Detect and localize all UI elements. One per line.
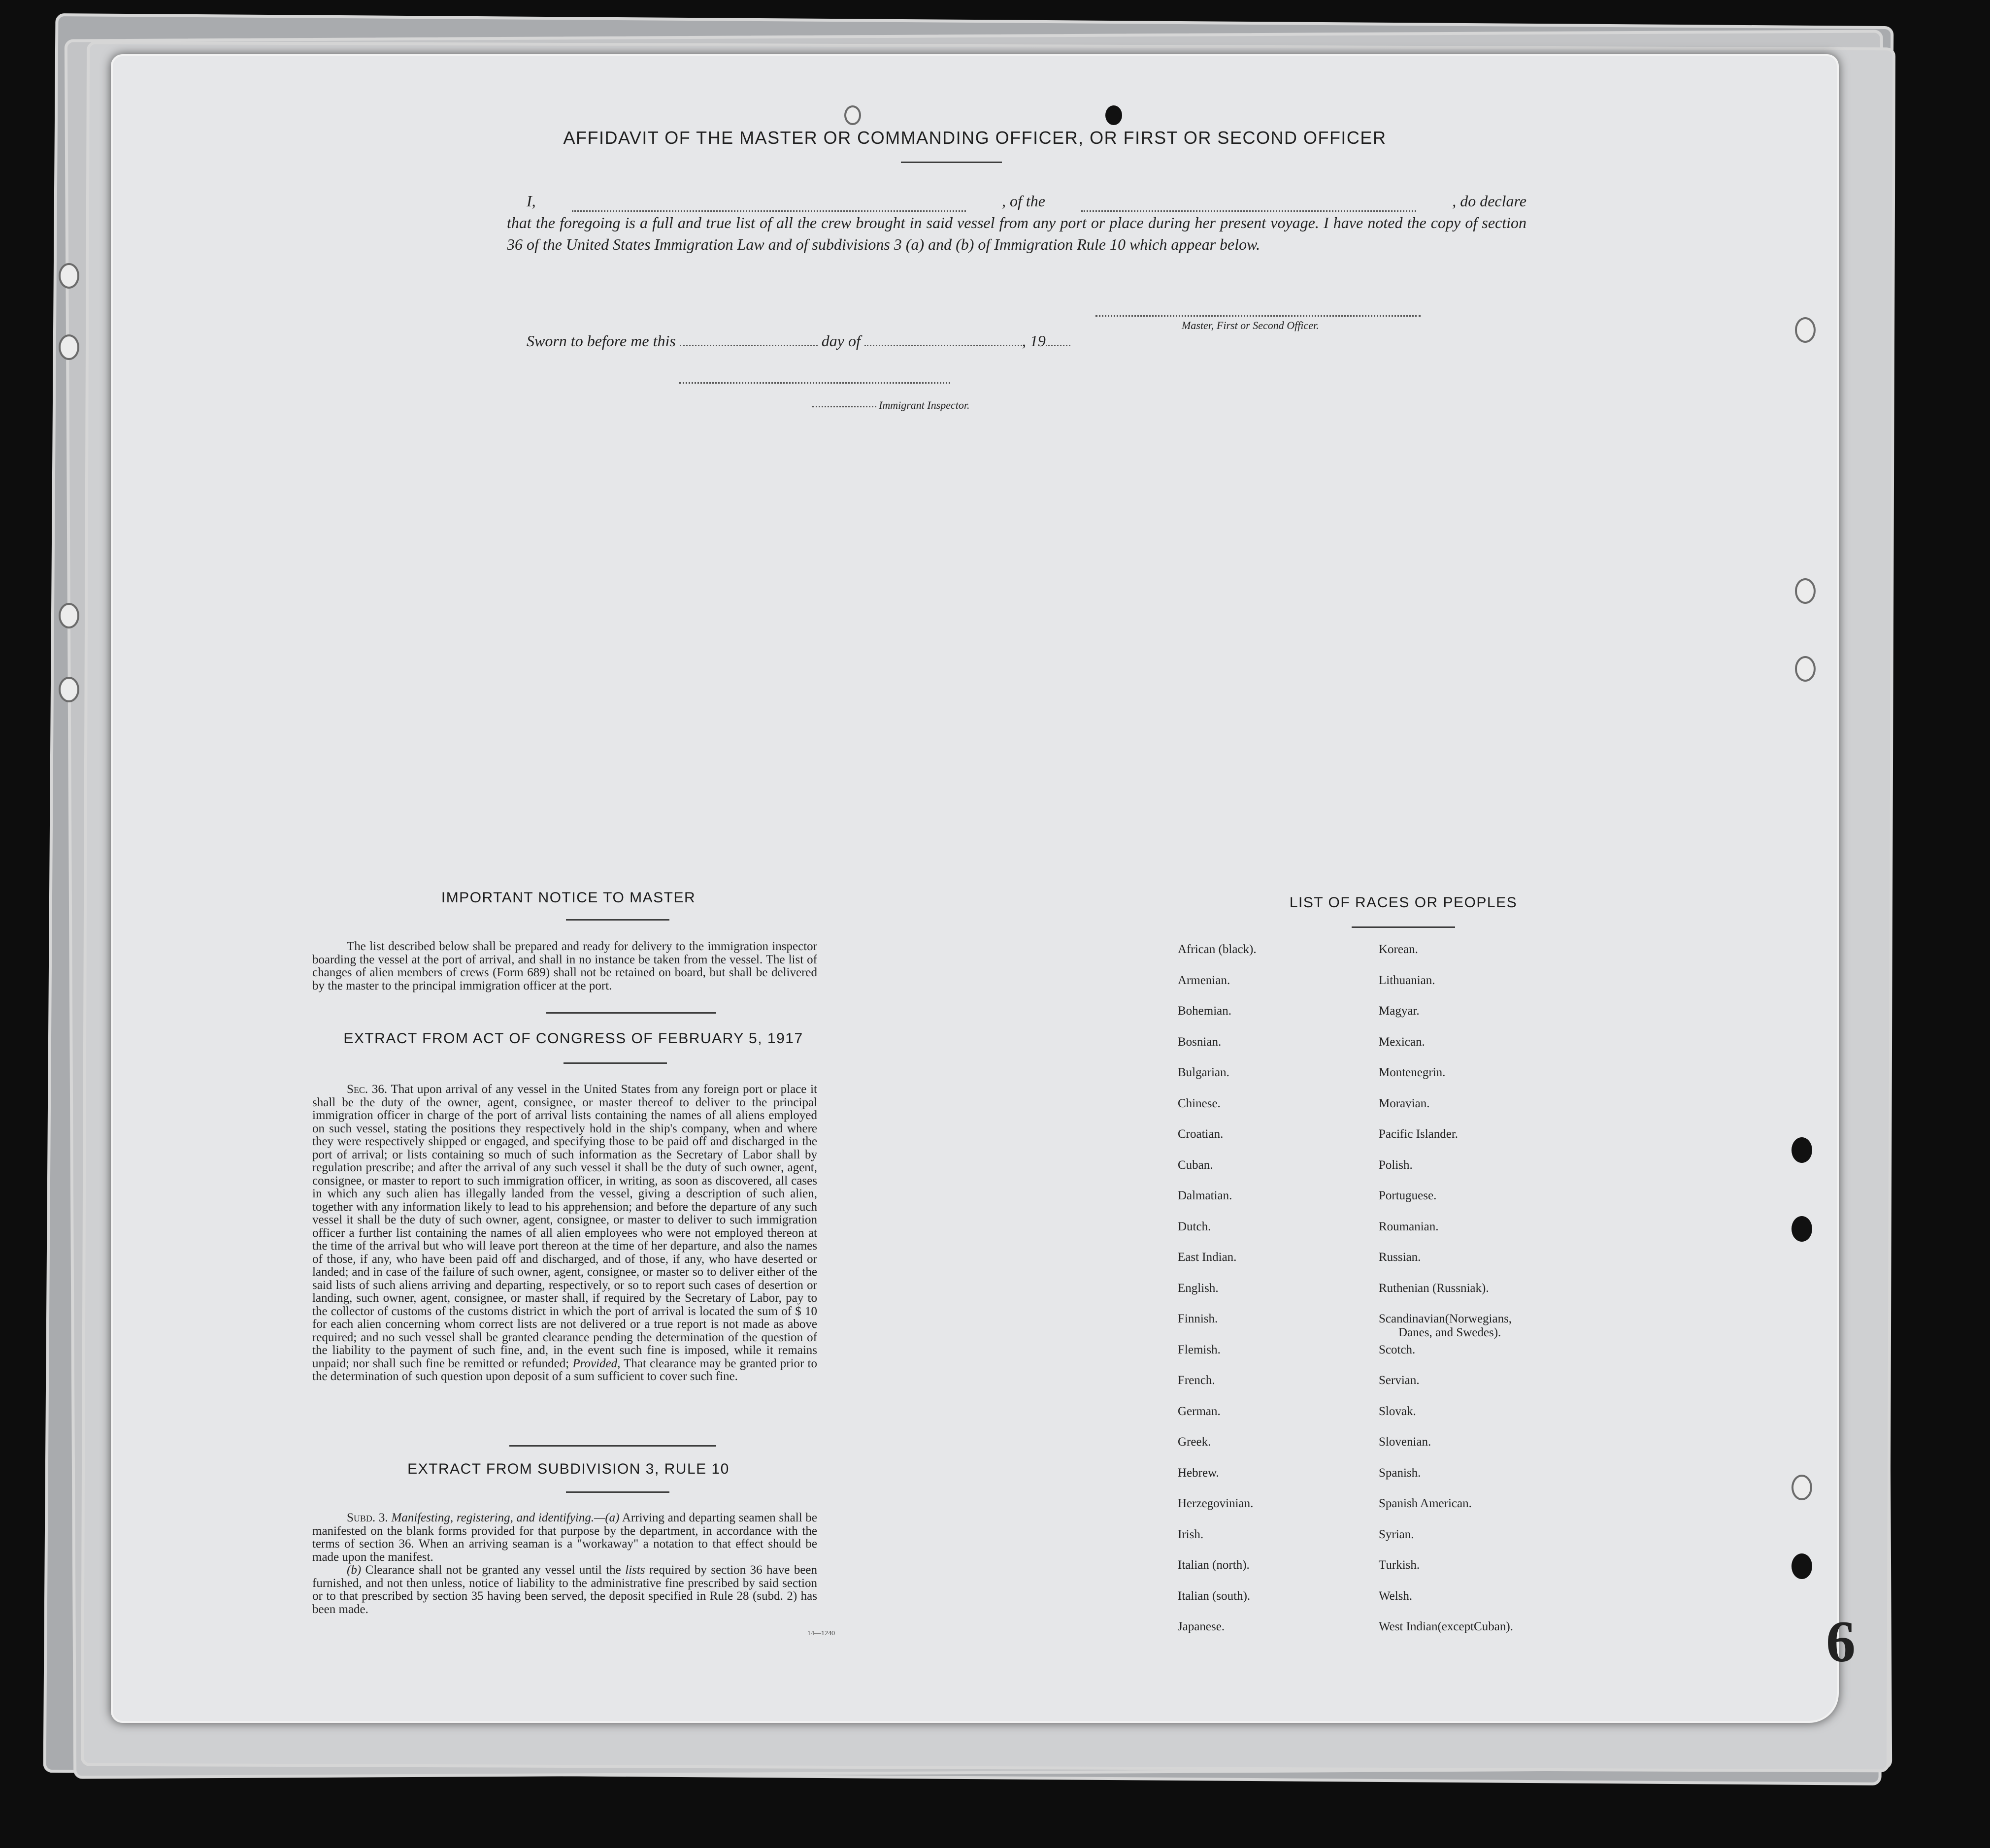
inspector-dot-leader [812,406,876,407]
race-item: Polish. [1379,1158,1413,1172]
punch-hole [59,677,79,702]
race-item: English. [1178,1281,1219,1295]
vessel-field[interactable] [1081,197,1416,212]
rule-underline [566,1491,669,1493]
race-item: German. [1178,1404,1221,1418]
race-item: Armenian. [1178,973,1230,987]
race-item: Slovak. [1379,1404,1416,1418]
subd-para-a: Arriving and departing seamen shall be manifested on the blank forms provided for that purpose by the department, in accordance with the terms of section 36. When an arriving seaman is a "workaway" a notation to that effect should be made upon the manifest. [312,1511,818,1564]
sworn-month-field[interactable] [864,332,1022,346]
punch-hole [1791,1553,1812,1579]
notice-underline [566,919,669,921]
section-divider [509,1445,716,1447]
affidavit-title: AFFIDAVIT OF THE MASTER OR COMMANDING OFFICER, OR FIRST OR SECOND OFFICER [563,128,1387,148]
rule-heading: EXTRACT FROM SUBDIVISION 3, RULE 10 [407,1461,730,1477]
sec-label: Sec. 36. [347,1083,388,1096]
sworn-day-of: day of [821,332,861,350]
race-item: Irish. [1178,1527,1204,1541]
race-item: Spanish American. [1379,1497,1472,1510]
inspector-signature-line[interactable] [679,382,950,384]
races-underline [1352,926,1455,928]
rule-text [312,1512,817,1616]
race-item: Servian. [1379,1374,1420,1387]
race-item: Spanish. [1379,1466,1421,1480]
race-item: Danes, and Swedes). [1398,1326,1501,1339]
race-item: Slovenian. [1379,1435,1431,1449]
race-item: Magyar. [1379,1004,1420,1018]
form-number: 14—1240 [807,1630,835,1637]
punch-hole [59,263,79,289]
punch-hole [59,334,79,360]
section-divider [546,1012,716,1014]
punch-hole [844,105,861,125]
race-item: Syrian. [1379,1527,1414,1541]
notice-text: The list described below shall be prepared and ready for delivery to the immigration inspector boarding the vessel at the port of arrival, and shall in no instance be taken from the vessel. The list of changes of alien members of crews (Form 689) shall not be retained on board, but shall be delivered by the master to the principal immigration officer at the port. [312,940,817,992]
race-item: Mexican. [1379,1035,1425,1049]
race-item: Bohemian. [1178,1004,1232,1018]
race-item: Dalmatian. [1178,1189,1232,1202]
act-body-end: That clearance may be granted prior to the determination of such question upon deposit of a sum sufficient to cover such fine. [312,1356,817,1383]
manifest-page [111,54,1856,1723]
race-item: Pacific Islander. [1379,1127,1459,1141]
race-item: Lithuanian. [1379,973,1435,987]
para-b-text-2: required by section 36 have been furnished, and not then unless, notice of liability to the administrative fine prescribed by said section or to that prescribed by section 35 having been served, the deposit specified in Rule 28 (subd. 2) has been made. [312,1563,818,1616]
signature-label: Master, First or Second Officer. [1182,319,1319,331]
punch-hole [1795,656,1816,682]
provided-word: Provided, [572,1356,621,1370]
race-item: Turkish. [1379,1558,1420,1572]
punch-hole [1105,105,1122,125]
act-heading: EXTRACT FROM ACT OF CONGRESS OF FEBRUARY 5, 1917 [343,1030,803,1047]
affidavit-of-the: , of the [1001,192,1045,210]
race-item: Russian. [1379,1251,1421,1264]
race-item: Cuban. [1178,1158,1213,1172]
race-item: Dutch. [1178,1220,1211,1233]
sworn-year-field[interactable] [1046,332,1070,346]
signature-line[interactable] [1095,315,1421,317]
affidavit-body: that the foregoing is a full and true list of all the crew brought in said vessel from any port or place during her present voyage. I have noted the copy of section 36 of the United States Immigration Law and of subdivisions 3 (a) and (b) of Immigration Rule 10 which appear below. [507,214,1526,253]
affidavit-i: I, [527,192,536,210]
subd-label: Subd. 3. [347,1511,388,1524]
race-item: Italian (south). [1178,1589,1251,1603]
race-item: Italian (north). [1178,1558,1250,1572]
name-field[interactable] [572,197,966,212]
race-item: Montenegrin. [1379,1066,1446,1079]
race-item: Bosnian. [1178,1035,1222,1049]
race-item: Welsh. [1379,1589,1413,1603]
race-item: Chinese. [1178,1096,1221,1110]
race-item: Moravian. [1379,1096,1430,1110]
race-item: Scandinavian(Norwegians, [1379,1312,1512,1325]
affidavit-text [507,190,1526,255]
races-heading: LIST OF RACES OR PEOPLES [1289,894,1518,911]
race-item: Portuguese. [1379,1189,1437,1202]
inspector-label: Immigrant Inspector. [879,399,970,411]
race-item: Greek. [1178,1435,1211,1449]
notice-heading: IMPORTANT NOTICE TO MASTER [441,890,696,906]
race-item: Japanese. [1178,1620,1225,1633]
punch-hole [59,603,79,628]
sworn-date-field[interactable] [680,332,818,346]
rule-para-a [312,1512,817,1564]
race-item: Ruthenian (Russniak). [1379,1281,1489,1295]
race-item: East Indian. [1178,1251,1237,1264]
punch-hole [1791,1475,1812,1500]
act-underline [564,1062,667,1064]
para-b-label: (b) [347,1563,362,1577]
race-item: Korean. [1379,943,1418,956]
race-item: West Indian(exceptCuban). [1379,1620,1513,1633]
race-item: African (black). [1178,943,1257,956]
affidavit-declare: , do declare [1452,192,1526,210]
punch-hole [1791,1216,1812,1242]
para-b-text-1: Clearance shall not be granted any vessel until the [365,1563,621,1577]
sworn-line [527,332,1070,350]
title-underline [901,162,1002,163]
race-item: Herzegovinian. [1178,1497,1254,1510]
punch-hole [1795,578,1816,604]
punch-hole [1795,317,1816,343]
race-item: Finnish. [1178,1312,1218,1325]
subd-title: Manifesting, registering, and identifying.—(a) [391,1511,620,1524]
sworn-year: , 19 [1022,332,1046,350]
race-item: Scotch. [1379,1343,1416,1356]
race-item: Bulgarian. [1178,1066,1229,1079]
page-number-mark: 6 [1826,1609,1856,1674]
act-body: That upon arrival of any vessel in the United States from any foreign port or place it shall be the duty of the owner, agent, consignee, or master thereof to deliver to the principal immigration officer in charge of the port of arrival lists containing the names of all aliens employed on such vessel, stating the positions they respectively hold in the ship's company, when and where they were respectively shipped or engaged, and specifying those to be paid off and discharged in the port of arrival; or lists containing so much of such information as the Secretary of Labor shall by regulation prescribe; and after the arrival of any such vessel it shall be the duty of such owner, agent, consignee, or master to report to such immigration officer, in writing, as soon as discovered, all cases in which any such alien has illegally landed from the vessel, giving a description of such alien, together with any information likely to lead to his apprehension; and before the departure of any such vessel it shall be the duty of such owner, agent, consignee, or master to deliver to such immigration officer a further list containing the names of all alien employees who were not employed thereon at the time of the arrival but who will leave port thereon at the time of her departure, and also the names of those, if any, who have been paid off and discharged, and of those, if any, who have deserted or landed; and in case of the failure of such owner, agent, consignee, or master so to deliver either of the said lists of such aliens arriving and departing, respectively, or so to report such cases of desertion or landing, such owner, agent, consignee, or master shall, if required by the Secretary of Labor, pay to the collector of customs of the customs district in which the port of arrival is located the sum of $ 10 for each alien concerning whom correct lists are not delivered or a true report is not made as above required; and no such vessel shall be granted clearance pending the determination of the question of the liability to the payment of such fine, and, in the event such fine is imposed, while it remains unpaid; nor shall such fine be remitted or refunded; [312,1083,818,1370]
race-item: Roumanian. [1379,1220,1439,1233]
sworn-prefix: Sworn to before me this [527,332,676,350]
para-b-lists: lists [625,1563,645,1577]
act-text [312,1083,817,1384]
race-item: Hebrew. [1178,1466,1219,1480]
race-item: French. [1178,1374,1215,1387]
race-item: Croatian. [1178,1127,1224,1141]
punch-hole [1791,1137,1812,1163]
rule-para-b [312,1564,817,1616]
race-item: Flemish. [1178,1343,1221,1356]
